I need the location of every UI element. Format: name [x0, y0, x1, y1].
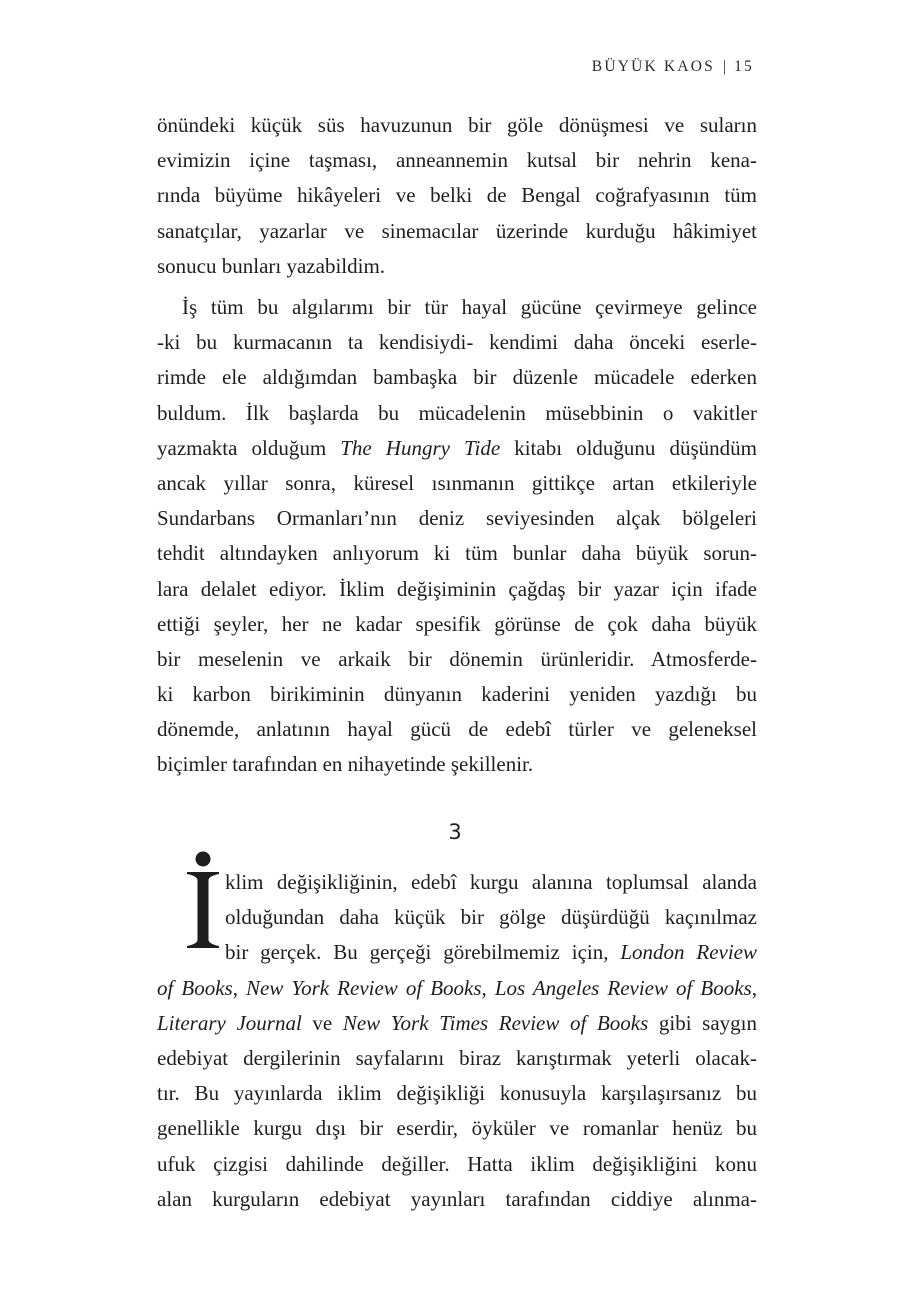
- text-line: bir meselenin ve arkaik bir dönemin ürünleridir. Atmosferde-: [157, 646, 757, 671]
- text-line: sanatçılar, yazarlar ve sinemacılar üzerinde kurduğu hâkimiyet: [157, 218, 757, 243]
- paragraph-1: [157, 108, 757, 284]
- text-line: tehdit altındayken anlıyorum ki tüm bunlar daha büyük sorun-: [157, 541, 757, 566]
- text-line: edebiyat dergilerinin sayfalarını biraz karıştırmak yeterli olacak-: [157, 1045, 757, 1070]
- text-line: [157, 935, 757, 970]
- text-line: [157, 971, 757, 1006]
- text-run: kitabı olduğunu düşündüm: [500, 435, 757, 460]
- text-run: ,: [232, 975, 246, 1000]
- journal-title-italic: New York Review of Books: [246, 975, 482, 1000]
- text-line: rimde ele aldığımdan bambaşka bir düzenle mücadele ederken: [157, 365, 757, 390]
- page-number: 15: [734, 58, 754, 75]
- text-line: biçimler tarafından en nihayetinde şekillenir.: [157, 752, 534, 777]
- text-run: ve: [301, 1010, 343, 1035]
- text-line: [157, 1006, 757, 1041]
- section-number-text: 3: [448, 820, 462, 844]
- text-line: alan kurguların edebiyat yayınları tarafından ciddiye alınma-: [157, 1186, 757, 1211]
- text-line: [157, 431, 757, 466]
- paragraph-2: [157, 290, 757, 783]
- text-line: evimizin içine taşması, anneannemin kutsal bir nehrin kena-: [157, 148, 757, 173]
- section-number: [0, 820, 900, 844]
- text-line: ettiği şeyler, her ne kadar spesifik görünse de çok daha büyük: [157, 611, 757, 636]
- text-line: ki karbon birikiminin dünyanın kaderini yeniden yazdığı bu: [157, 682, 757, 707]
- journal-title-italic: Los Angeles Review of Books: [494, 975, 752, 1000]
- text-line: tır. Bu yayınlarda iklim değişikliği konusuyla karşılaşırsanız bu: [157, 1081, 757, 1106]
- text-line: klim değişikliğinin, edebî kurgu alanına toplumsal alanda: [225, 870, 757, 894]
- journal-title-italic: Literary Journal: [157, 1010, 302, 1035]
- text-line: sonucu bunları yazabildim.: [157, 253, 386, 278]
- book-title: BÜYÜK KAOS: [591, 58, 715, 75]
- text-run: ,: [481, 975, 495, 1000]
- running-head: [592, 58, 754, 76]
- text-line: rında büyüme hikâyeleri ve belki de Bengal coğrafyasının tüm: [157, 183, 757, 208]
- text-run: yazmakta olduğum: [157, 435, 341, 460]
- text-run: gibi saygın: [648, 1010, 757, 1035]
- paragraph-3: [157, 865, 757, 1217]
- running-head-separator: |: [722, 58, 727, 75]
- journal-title-italic: New York Times Review of Books: [342, 1010, 649, 1035]
- journal-title-italic: of Books: [157, 975, 233, 1000]
- journal-title-italic: London Review: [620, 940, 757, 965]
- text-line: dönemde, anlatının hayal gücü de edebî türler ve geleneksel: [157, 717, 757, 742]
- text-line: buldum. İlk başlarda bu mücadelenin müsebbinin o vakitler: [157, 400, 757, 425]
- text-line: Sundarbans Ormanları’nın deniz seviyesinden alçak bölgeleri: [157, 506, 757, 531]
- text-run: bir gerçek. Bu gerçeği görebilmemiz için,: [225, 940, 621, 965]
- text-line: ancak yıllar sonra, küresel ısınmanın gittikçe artan etkileriyle: [157, 470, 757, 495]
- text-line: -ki bu kurmacanın ta kendisiydi- kendimi daha önceki eserle-: [157, 330, 757, 355]
- text-run: ,: [751, 975, 757, 1000]
- book-title-italic: The Hungry Tide: [340, 435, 501, 460]
- text-line: genellikle kurgu dışı bir eserdir, öyküler ve romanlar henüz bu: [157, 1116, 757, 1141]
- text-line: önündeki küçük süs havuzunun bir göle dönüşmesi ve suların: [157, 113, 757, 137]
- text-line: lara delalet ediyor. İklim değişiminin çağdaş bir yazar için ifade: [157, 576, 757, 601]
- text-line: ufuk çizgisi dahilinde değiller. Hatta iklim değişikliğini konu: [157, 1151, 757, 1176]
- text-line: olduğundan daha küçük bir gölge düşürdüğü kaçınılmaz: [225, 905, 757, 930]
- text-line: İş tüm bu algılarımı bir tür hayal gücüne çevirmeye gelince: [182, 295, 757, 319]
